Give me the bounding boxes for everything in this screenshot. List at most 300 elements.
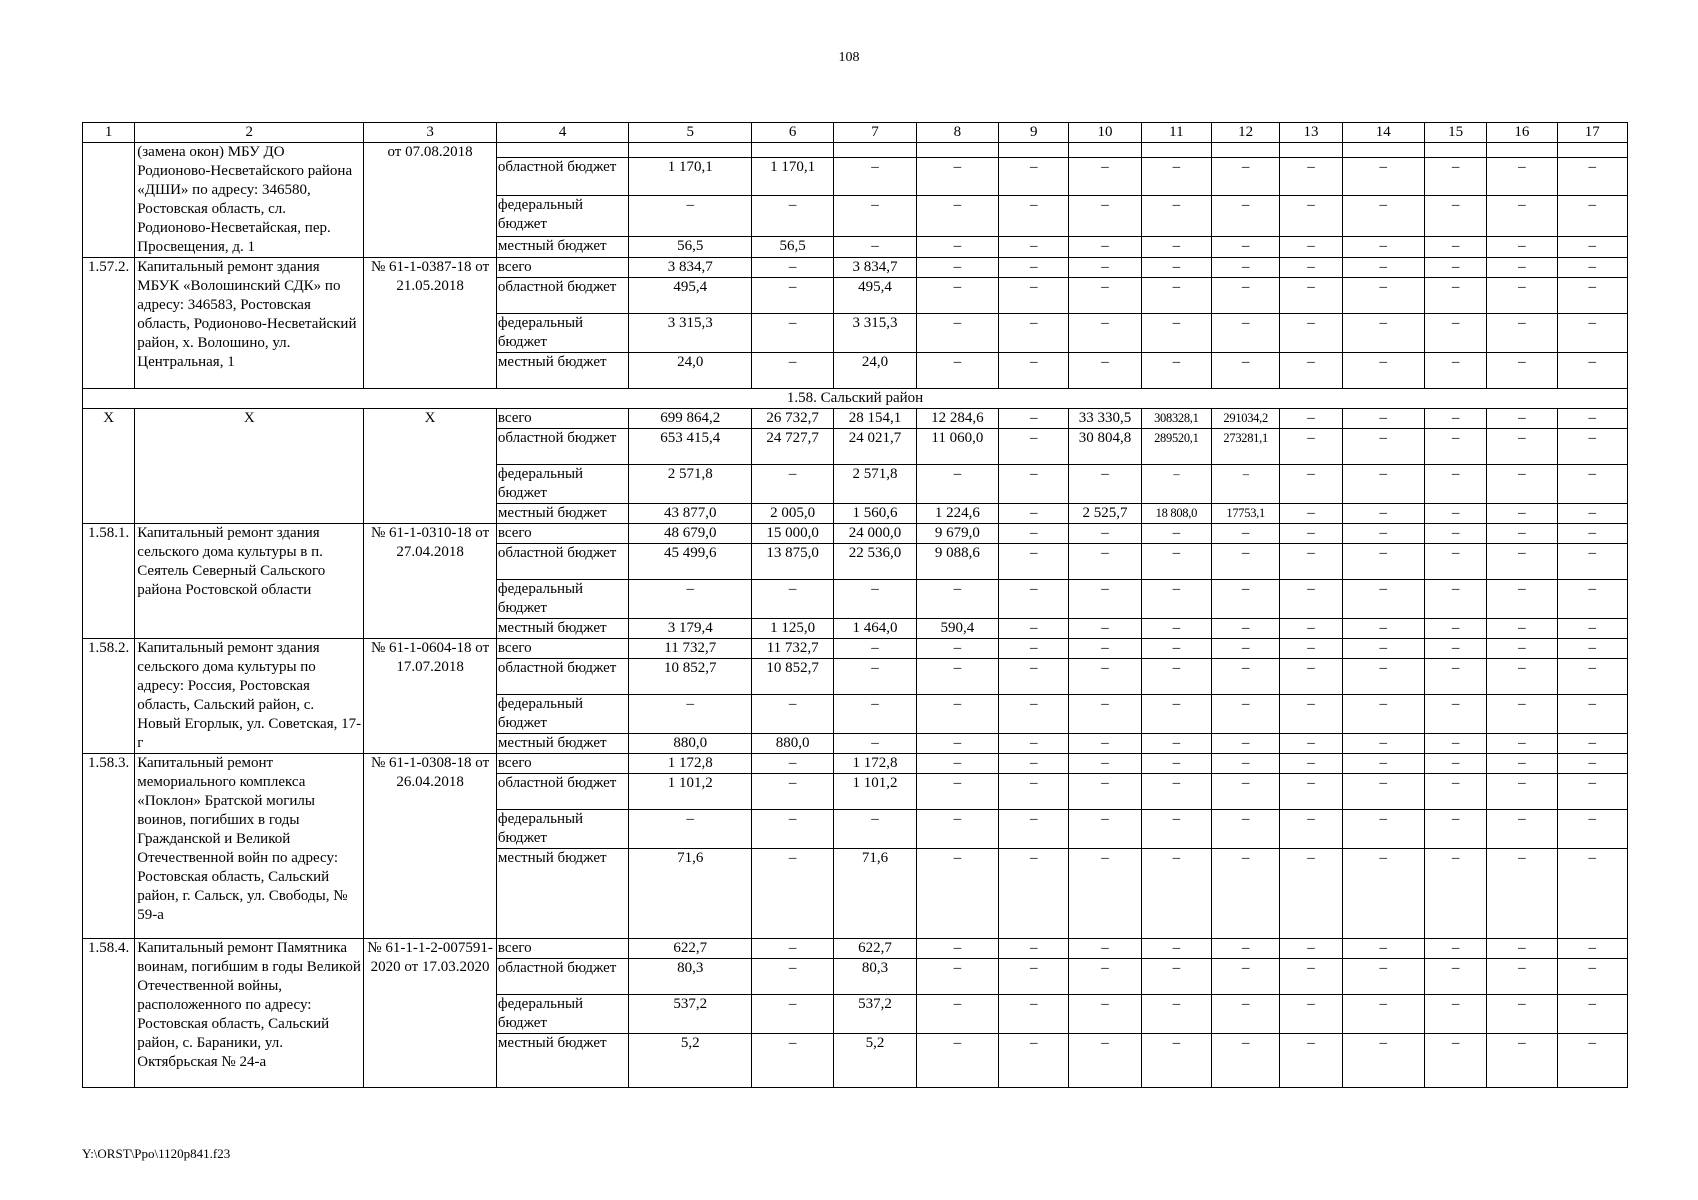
funding-row xyxy=(83,939,1628,959)
amount-cell: 1 464,0 xyxy=(834,619,916,639)
amount-cell: – xyxy=(916,236,998,257)
amount-cell xyxy=(752,143,834,158)
item-name: Капитальный ремонт мемориального комплекса «Поклон» Братской могилы воинов, погибших в годы Гражданской и Великой Отечественной войн по адресу: Ростовская область, Сальский район, г. Сальск, ул. Свободы, № 59-а xyxy=(135,754,364,939)
amount-cell: – xyxy=(752,195,834,236)
amount-cell: 3 834,7 xyxy=(834,258,916,278)
column-header: 14 xyxy=(1342,123,1424,143)
amount-cell: – xyxy=(1424,754,1486,774)
amount-cell: – xyxy=(999,504,1069,524)
amount-cell: – xyxy=(1487,524,1557,544)
amount-cell: – xyxy=(1212,278,1280,314)
amount-cell: – xyxy=(1342,504,1424,524)
amount-cell: – xyxy=(834,659,916,695)
amount-cell: – xyxy=(834,236,916,257)
amount-cell: – xyxy=(1424,619,1486,639)
amount-cell: – xyxy=(1424,995,1486,1034)
expert-conclusion: № 61-1-0387-18 от 21.05.2018 xyxy=(364,258,497,389)
amount-cell: – xyxy=(1342,995,1424,1034)
amount-cell: – xyxy=(999,959,1069,995)
amount-cell: 2 571,8 xyxy=(629,465,752,504)
budget-table xyxy=(82,122,1628,1088)
funding-source: местный бюджет xyxy=(496,236,629,257)
amount-cell: – xyxy=(1424,504,1486,524)
funding-source: областной бюджет xyxy=(496,157,629,195)
amount-cell: – xyxy=(1557,1034,1627,1088)
amount-cell: – xyxy=(1557,695,1627,734)
amount-cell: 291034,2 xyxy=(1212,409,1280,429)
amount-cell: – xyxy=(1342,734,1424,754)
amount-cell: – xyxy=(1487,580,1557,619)
amount-cell: – xyxy=(1557,409,1627,429)
amount-cell: – xyxy=(1342,353,1424,389)
amount-cell: – xyxy=(1557,754,1627,774)
amount-cell: 18 808,0 xyxy=(1141,504,1211,524)
amount-cell: – xyxy=(1280,1034,1342,1088)
amount-cell: – xyxy=(916,995,998,1034)
amount-cell: – xyxy=(999,939,1069,959)
amount-cell: 273281,1 xyxy=(1212,429,1280,465)
amount-cell xyxy=(1342,143,1424,158)
amount-cell: – xyxy=(1141,195,1211,236)
funding-source: федеральный бюджет xyxy=(496,995,629,1034)
amount-cell: – xyxy=(999,524,1069,544)
amount-cell: – xyxy=(1342,639,1424,659)
amount-cell: – xyxy=(1557,195,1627,236)
amount-cell: – xyxy=(1141,810,1211,849)
amount-cell: – xyxy=(916,258,998,278)
amount-cell: – xyxy=(999,619,1069,639)
amount-cell: – xyxy=(1069,465,1141,504)
expert-conclusion: № 61-1-0310-18 от 27.04.2018 xyxy=(364,524,497,639)
amount-cell: – xyxy=(1557,659,1627,695)
amount-cell: – xyxy=(1069,659,1141,695)
amount-cell: – xyxy=(1424,278,1486,314)
amount-cell xyxy=(999,143,1069,158)
amount-cell: 56,5 xyxy=(629,236,752,257)
amount-cell: – xyxy=(1487,810,1557,849)
amount-cell: – xyxy=(1487,278,1557,314)
amount-cell: – xyxy=(916,695,998,734)
column-header: 5 xyxy=(629,123,752,143)
amount-cell: – xyxy=(1342,409,1424,429)
amount-cell: 9 679,0 xyxy=(916,524,998,544)
amount-cell: 1 172,8 xyxy=(834,754,916,774)
amount-cell: – xyxy=(1487,504,1557,524)
amount-cell: – xyxy=(999,774,1069,810)
amount-cell: – xyxy=(1557,774,1627,810)
amount-cell: 71,6 xyxy=(629,849,752,939)
amount-cell: – xyxy=(1487,465,1557,504)
column-header: 7 xyxy=(834,123,916,143)
item-name: Капитальный ремонт здания сельского дома культуры по адресу: Россия, Ростовская область, Сальский район, с. Новый Егорлык, ул. Советская, 17-г xyxy=(135,639,364,754)
funding-source: местный бюджет xyxy=(496,849,629,939)
amount-cell: – xyxy=(752,465,834,504)
amount-cell: – xyxy=(1487,409,1557,429)
amount-cell: – xyxy=(1280,959,1342,995)
amount-cell: 289520,1 xyxy=(1141,429,1211,465)
item-number: 1.58.2. xyxy=(83,639,135,754)
amount-cell: – xyxy=(916,1034,998,1088)
item-name: Капитальный ремонт здания сельского дома культуры в п. Сеятель Северный Сальского района Ростовской области xyxy=(135,524,364,639)
amount-cell xyxy=(1212,143,1280,158)
amount-cell: – xyxy=(1557,959,1627,995)
amount-cell: – xyxy=(1212,524,1280,544)
amount-cell: – xyxy=(1069,754,1141,774)
amount-cell: 3 315,3 xyxy=(629,314,752,353)
amount-cell: – xyxy=(1212,639,1280,659)
amount-cell: – xyxy=(1280,258,1342,278)
amount-cell: – xyxy=(1069,278,1141,314)
column-header: 17 xyxy=(1557,123,1627,143)
amount-cell: 699 864,2 xyxy=(629,409,752,429)
amount-cell: 24 727,7 xyxy=(752,429,834,465)
amount-cell: – xyxy=(1424,465,1486,504)
funding-source: федеральный бюджет xyxy=(496,314,629,353)
column-header: 1 xyxy=(83,123,135,143)
amount-cell: – xyxy=(1212,157,1280,195)
amount-cell: – xyxy=(1141,959,1211,995)
amount-cell: – xyxy=(1141,639,1211,659)
amount-cell: – xyxy=(752,995,834,1034)
funding-row xyxy=(83,409,1628,429)
amount-cell: 1 172,8 xyxy=(629,754,752,774)
amount-cell: – xyxy=(999,353,1069,389)
funding-row xyxy=(83,143,1628,158)
amount-cell: – xyxy=(1487,695,1557,734)
amount-cell: 495,4 xyxy=(629,278,752,314)
amount-cell: – xyxy=(1141,524,1211,544)
amount-cell: – xyxy=(1342,429,1424,465)
amount-cell: – xyxy=(1212,774,1280,810)
amount-cell: 1 125,0 xyxy=(752,619,834,639)
amount-cell: – xyxy=(752,580,834,619)
amount-cell: – xyxy=(1424,939,1486,959)
amount-cell: – xyxy=(1342,157,1424,195)
amount-cell: – xyxy=(999,544,1069,580)
amount-cell: – xyxy=(752,774,834,810)
amount-cell: – xyxy=(1141,465,1211,504)
column-header: 13 xyxy=(1280,123,1342,143)
amount-cell: 590,4 xyxy=(916,619,998,639)
amount-cell: 622,7 xyxy=(834,939,916,959)
amount-cell: – xyxy=(1342,1034,1424,1088)
amount-cell: 80,3 xyxy=(629,959,752,995)
amount-cell: – xyxy=(834,157,916,195)
amount-cell: – xyxy=(999,580,1069,619)
amount-cell: – xyxy=(1280,278,1342,314)
column-header: 9 xyxy=(999,123,1069,143)
amount-cell: – xyxy=(752,939,834,959)
amount-cell: – xyxy=(1342,465,1424,504)
amount-cell: – xyxy=(752,695,834,734)
funding-source: областной бюджет xyxy=(496,774,629,810)
column-header: 15 xyxy=(1424,123,1486,143)
amount-cell: 1 101,2 xyxy=(834,774,916,810)
amount-cell: 10 852,7 xyxy=(629,659,752,695)
amount-cell: – xyxy=(1069,639,1141,659)
amount-cell: – xyxy=(999,810,1069,849)
amount-cell: – xyxy=(1342,619,1424,639)
amount-cell: – xyxy=(1487,734,1557,754)
amount-cell: – xyxy=(916,353,998,389)
amount-cell: – xyxy=(1212,659,1280,695)
amount-cell: – xyxy=(916,849,998,939)
amount-cell: – xyxy=(1487,619,1557,639)
amount-cell: – xyxy=(1141,580,1211,619)
amount-cell: 13 875,0 xyxy=(752,544,834,580)
amount-cell: – xyxy=(1141,258,1211,278)
column-header: 3 xyxy=(364,123,497,143)
amount-cell: 3 315,3 xyxy=(834,314,916,353)
amount-cell: – xyxy=(1141,734,1211,754)
amount-cell: – xyxy=(1424,695,1486,734)
amount-cell: – xyxy=(1141,939,1211,959)
amount-cell: – xyxy=(1280,774,1342,810)
amount-cell: 2 525,7 xyxy=(1069,504,1141,524)
amount-cell: – xyxy=(1212,734,1280,754)
amount-cell: – xyxy=(1069,959,1141,995)
amount-cell: – xyxy=(1069,195,1141,236)
amount-cell: – xyxy=(1424,409,1486,429)
amount-cell: – xyxy=(1141,659,1211,695)
amount-cell: – xyxy=(1487,754,1557,774)
amount-cell: – xyxy=(1557,580,1627,619)
amount-cell: – xyxy=(1487,995,1557,1034)
amount-cell: – xyxy=(999,314,1069,353)
amount-cell: – xyxy=(1212,959,1280,995)
amount-cell: – xyxy=(1280,939,1342,959)
amount-cell: – xyxy=(1424,639,1486,659)
amount-cell: – xyxy=(1280,524,1342,544)
amount-cell: – xyxy=(629,810,752,849)
amount-cell: – xyxy=(1342,939,1424,959)
amount-cell: – xyxy=(1212,465,1280,504)
expert-conclusion: Х xyxy=(364,409,497,524)
amount-cell: – xyxy=(1141,619,1211,639)
amount-cell: 43 877,0 xyxy=(629,504,752,524)
amount-cell: – xyxy=(916,157,998,195)
amount-cell: 30 804,8 xyxy=(1069,429,1141,465)
amount-cell: – xyxy=(916,639,998,659)
amount-cell: – xyxy=(1487,659,1557,695)
item-name: Х xyxy=(135,409,364,524)
column-header: 16 xyxy=(1487,123,1557,143)
amount-cell: – xyxy=(1424,314,1486,353)
amount-cell xyxy=(834,143,916,158)
funding-source: всего xyxy=(496,524,629,544)
item-number: Х xyxy=(83,409,135,524)
amount-cell: 880,0 xyxy=(752,734,834,754)
amount-cell: – xyxy=(999,157,1069,195)
amount-cell xyxy=(1141,143,1211,158)
funding-source: всего xyxy=(496,639,629,659)
amount-cell: – xyxy=(1212,849,1280,939)
amount-cell: – xyxy=(999,659,1069,695)
amount-cell: – xyxy=(1342,195,1424,236)
amount-cell: – xyxy=(999,278,1069,314)
item-number: 1.57.2. xyxy=(83,258,135,389)
amount-cell: – xyxy=(1342,236,1424,257)
amount-cell: – xyxy=(1141,995,1211,1034)
amount-cell: – xyxy=(1280,504,1342,524)
amount-cell: – xyxy=(752,314,834,353)
amount-cell: – xyxy=(916,580,998,619)
amount-cell: 1 224,6 xyxy=(916,504,998,524)
amount-cell: – xyxy=(916,465,998,504)
amount-cell: – xyxy=(1557,429,1627,465)
amount-cell: – xyxy=(1069,524,1141,544)
amount-cell: 12 284,6 xyxy=(916,409,998,429)
amount-cell: – xyxy=(1557,524,1627,544)
amount-cell: 3 834,7 xyxy=(629,258,752,278)
amount-cell: – xyxy=(1280,353,1342,389)
amount-cell: – xyxy=(752,810,834,849)
amount-cell: – xyxy=(1424,353,1486,389)
amount-cell: – xyxy=(999,639,1069,659)
amount-cell: – xyxy=(1424,810,1486,849)
funding-source: федеральный бюджет xyxy=(496,695,629,734)
item-name: (замена окон) МБУ ДО Родионово-Несветайского района «ДШИ» по адресу: 346580, Ростовская область, сл. Родионово-Несветайская, пер. Просвещения, д. 1 xyxy=(135,143,364,258)
amount-cell: – xyxy=(1069,810,1141,849)
amount-cell: – xyxy=(1069,734,1141,754)
amount-cell: – xyxy=(1342,258,1424,278)
amount-cell: – xyxy=(999,409,1069,429)
amount-cell xyxy=(1557,143,1627,158)
amount-cell: – xyxy=(916,278,998,314)
amount-cell: – xyxy=(834,639,916,659)
amount-cell: – xyxy=(752,849,834,939)
amount-cell: – xyxy=(1487,353,1557,389)
expert-conclusion: № 61-1-0308-18 от 26.04.2018 xyxy=(364,754,497,939)
amount-cell: – xyxy=(1141,849,1211,939)
amount-cell: 11 060,0 xyxy=(916,429,998,465)
amount-cell: – xyxy=(1487,258,1557,278)
funding-source: федеральный бюджет xyxy=(496,580,629,619)
section-title: 1.58. Сальский район xyxy=(83,389,1628,409)
amount-cell: – xyxy=(1212,314,1280,353)
funding-source xyxy=(496,143,629,158)
amount-cell: – xyxy=(1280,236,1342,257)
amount-cell: – xyxy=(1487,314,1557,353)
amount-cell: 3 179,4 xyxy=(629,619,752,639)
amount-cell: – xyxy=(1557,314,1627,353)
amount-cell: – xyxy=(752,278,834,314)
amount-cell: – xyxy=(1212,258,1280,278)
amount-cell: – xyxy=(1069,619,1141,639)
amount-cell: – xyxy=(1212,1034,1280,1088)
amount-cell: – xyxy=(834,734,916,754)
amount-cell: – xyxy=(1557,849,1627,939)
amount-cell: – xyxy=(1557,639,1627,659)
amount-cell: – xyxy=(916,754,998,774)
amount-cell: – xyxy=(1212,544,1280,580)
amount-cell: – xyxy=(1487,236,1557,257)
amount-cell: – xyxy=(1280,659,1342,695)
amount-cell: – xyxy=(629,580,752,619)
amount-cell xyxy=(1487,143,1557,158)
amount-cell: – xyxy=(834,810,916,849)
amount-cell: – xyxy=(916,959,998,995)
amount-cell: – xyxy=(1141,157,1211,195)
amount-cell: – xyxy=(1280,314,1342,353)
amount-cell: – xyxy=(1424,195,1486,236)
amount-cell: – xyxy=(1342,754,1424,774)
amount-cell: – xyxy=(1342,659,1424,695)
amount-cell: 2 005,0 xyxy=(752,504,834,524)
amount-cell: – xyxy=(1212,754,1280,774)
expert-conclusion: от 07.08.2018 xyxy=(364,143,497,258)
funding-row xyxy=(83,524,1628,544)
amount-cell: – xyxy=(1557,236,1627,257)
amount-cell: – xyxy=(1069,849,1141,939)
amount-cell: – xyxy=(1424,157,1486,195)
item-name: Капитальный ремонт Памятника воинам, погибшим в годы Великой Отечественной войны, расположенного по адресу: Ростовская область, Сальский район, с. Бараники, ул. Октябрьская № 24-а xyxy=(135,939,364,1088)
amount-cell: – xyxy=(1557,504,1627,524)
amount-cell: – xyxy=(1342,810,1424,849)
amount-cell: – xyxy=(1557,353,1627,389)
amount-cell: – xyxy=(1342,959,1424,995)
amount-cell: – xyxy=(1557,619,1627,639)
amount-cell: – xyxy=(1487,639,1557,659)
amount-cell: – xyxy=(1141,1034,1211,1088)
amount-cell: – xyxy=(1069,236,1141,257)
column-header: 2 xyxy=(135,123,364,143)
amount-cell: – xyxy=(1487,939,1557,959)
funding-source: федеральный бюджет xyxy=(496,195,629,236)
amount-cell: 33 330,5 xyxy=(1069,409,1141,429)
amount-cell: – xyxy=(1280,754,1342,774)
amount-cell: 80,3 xyxy=(834,959,916,995)
amount-cell: – xyxy=(1280,465,1342,504)
amount-cell: – xyxy=(999,995,1069,1034)
amount-cell: – xyxy=(1212,236,1280,257)
amount-cell: – xyxy=(916,774,998,810)
amount-cell: – xyxy=(1280,409,1342,429)
amount-cell: 880,0 xyxy=(629,734,752,754)
amount-cell: – xyxy=(1557,544,1627,580)
amount-cell: – xyxy=(1424,659,1486,695)
amount-cell: – xyxy=(1212,995,1280,1034)
amount-cell: – xyxy=(1557,810,1627,849)
amount-cell: – xyxy=(752,258,834,278)
column-header: 10 xyxy=(1069,123,1141,143)
funding-source: всего xyxy=(496,754,629,774)
funding-source: федеральный бюджет xyxy=(496,810,629,849)
amount-cell: – xyxy=(1141,774,1211,810)
amount-cell: – xyxy=(1424,524,1486,544)
amount-cell: – xyxy=(1424,849,1486,939)
amount-cell: – xyxy=(1342,278,1424,314)
column-header: 11 xyxy=(1141,123,1211,143)
item-number xyxy=(83,143,135,258)
amount-cell: – xyxy=(1487,959,1557,995)
funding-source: местный бюджет xyxy=(496,1034,629,1088)
amount-cell: – xyxy=(916,659,998,695)
amount-cell: 48 679,0 xyxy=(629,524,752,544)
column-header: 8 xyxy=(916,123,998,143)
footer-file-path: Y:\ORST\Ppo\1120p841.f23 xyxy=(82,1146,231,1161)
funding-source: местный бюджет xyxy=(496,619,629,639)
amount-cell: – xyxy=(1487,544,1557,580)
amount-cell: – xyxy=(1141,695,1211,734)
amount-cell: 537,2 xyxy=(834,995,916,1034)
amount-cell: 1 560,6 xyxy=(834,504,916,524)
column-number-row xyxy=(83,123,1628,143)
amount-cell: – xyxy=(1487,1034,1557,1088)
amount-cell: – xyxy=(1069,580,1141,619)
amount-cell: 5,2 xyxy=(629,1034,752,1088)
amount-cell: – xyxy=(1557,278,1627,314)
